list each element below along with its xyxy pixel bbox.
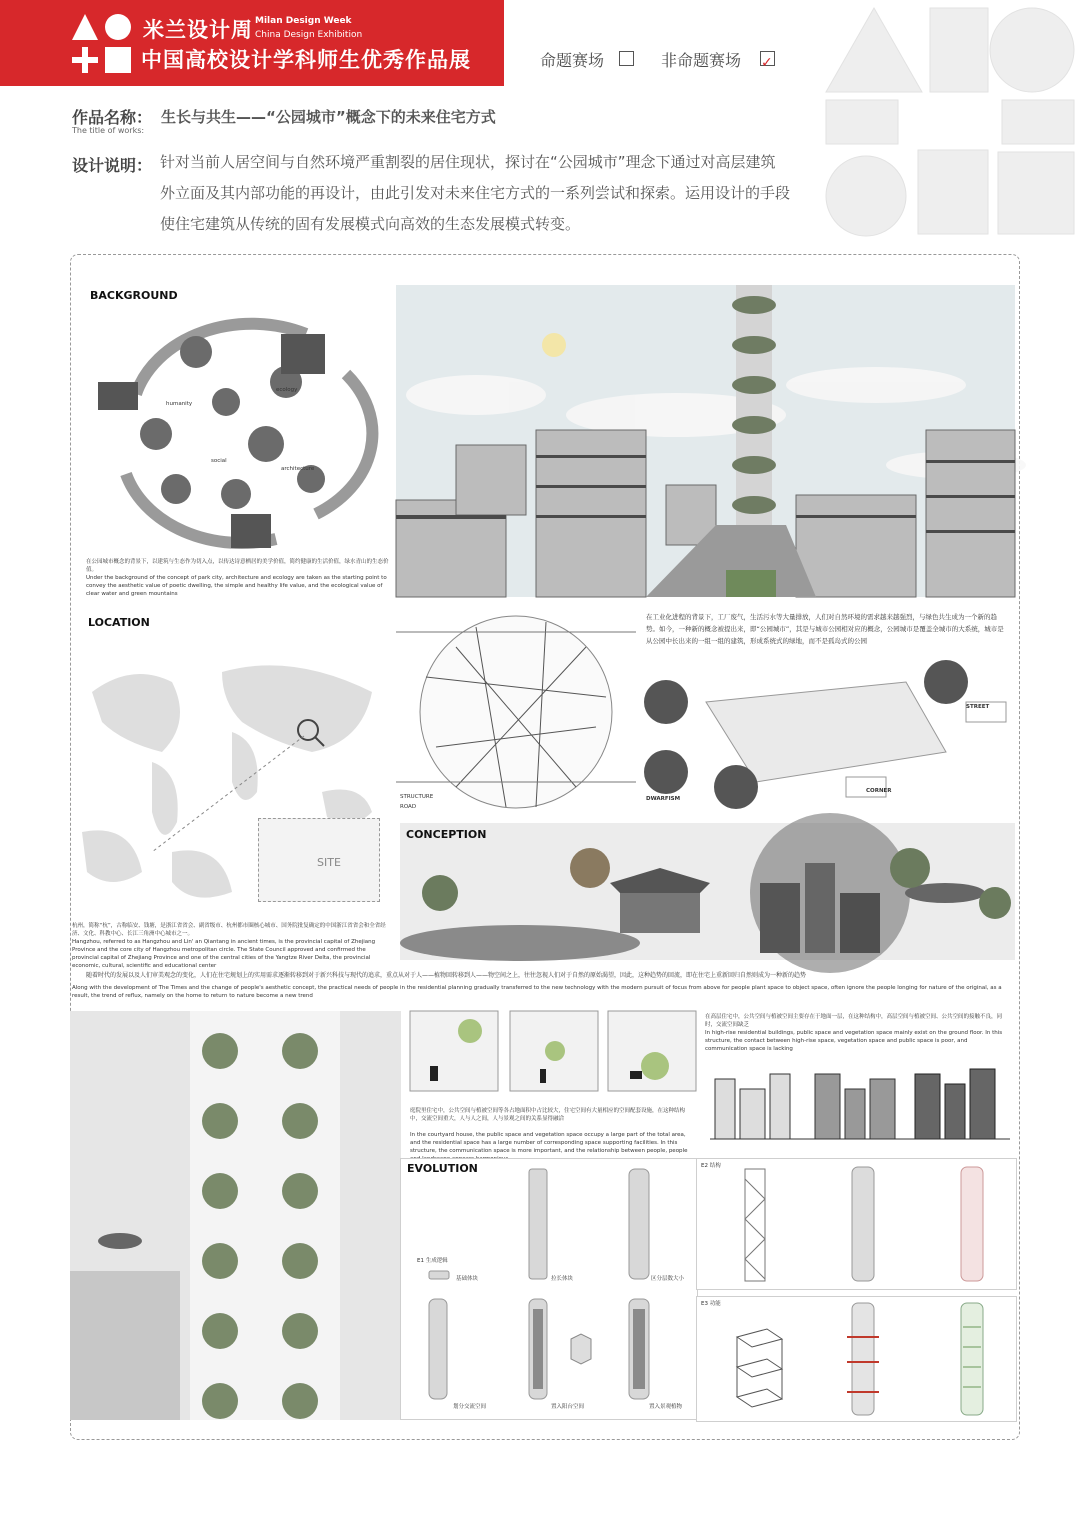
- location-title: LOCATION: [88, 616, 150, 629]
- step-2: 拉长体块: [551, 1276, 574, 1282]
- site-analysis-panel: [396, 607, 1015, 820]
- e2-label: E2 结构: [701, 1163, 721, 1169]
- location-text-en: Hangzhou, referred to as Hangzhou and Lin' an Qiantang in ancient times, is the provincial capital of Zhejiang Province and the core city of Hangzhou metropolitan circle. The State Council approved and confirmed the provincial capital of Zhejiang Province and one of the central cities of the Yangtze River Delta, the provincial economic, cultural, scientific and educational center: [72, 939, 376, 969]
- step-1: 基础体块: [456, 1276, 479, 1282]
- step-5: 置入阳台空间: [551, 1404, 585, 1410]
- description-text: [160, 147, 820, 240]
- title-label: 作品名称：: [72, 108, 153, 127]
- background-text-cn: 在公园城市概念的背景下，以建筑与生态作为切入点，以传达诗意栖居的美学价值，简约健康的生活价值，绿水青山的生态价值。: [86, 559, 389, 573]
- conception-collage: [400, 823, 1015, 960]
- category-2-label: 非命题赛场: [661, 51, 742, 70]
- site-road-map: [396, 607, 636, 820]
- highrise-sketches: [710, 1069, 1010, 1144]
- description-line: 使住宅建筑从传统的固有发展模式向高效的生态发展模式转变。: [160, 215, 581, 233]
- brand-name-en: Milan Design Week: [255, 16, 352, 26]
- conception-text-en: Along with the development of The Times and the change of people's aesthetic concept, the practical needs of people in the residential planning gradually transferred to the new technology with the modern pursuit of focus from above for people plant space to object space, often ignore the people longing for nature of the original, as a result, the trend of reflux, namely on the home to return to nature become a new trend: [72, 985, 1002, 999]
- label-social: social: [211, 458, 227, 464]
- step-6: 置入景观植物: [649, 1404, 683, 1410]
- background-text-en: Under the background of the concept of park city, architecture and ecology are taken as the starting point to convey the aesthetic value of poetic dwelling, the simple and healthy life value, and the ecological value of clear water and green mountains: [86, 575, 387, 597]
- location-panel: [72, 612, 392, 970]
- step-4: 划分交流空间: [453, 1404, 487, 1410]
- work-title: 生长与共生——“公园城市”概念下的未来住宅方式: [161, 108, 496, 126]
- e3-function-panel: [696, 1296, 1017, 1422]
- evolution-panel: [400, 1158, 698, 1420]
- location-text-cn: 杭州，简称“杭”，古称临安、钱塘，是浙江省省会、副省级市、杭州都市圈核心城市、国务院批复确定的中国浙江省省会和全省经济、文化、科教中心、长江三角洲中心城市之一。: [72, 923, 386, 937]
- space-comparison-panel: [405, 1011, 1015, 1156]
- e2-diagrams: [697, 1159, 1016, 1289]
- label-humanity: humanity: [166, 401, 193, 407]
- e2-structure-panel: [696, 1158, 1017, 1290]
- brand-subtitle-en: China Design Exhibition: [255, 30, 363, 40]
- step-3: 区分层数大小: [651, 1276, 685, 1282]
- category-1-label: 命题赛场: [540, 51, 605, 70]
- label-architecture: architecture: [281, 466, 315, 472]
- site-label: SITE: [317, 856, 341, 869]
- e3-diagrams: [697, 1297, 1016, 1421]
- courtyard-text: 庭院里住宅中，公共空间与植被空间等各占地面积中占比较大，住宅空间有大量相应的空间配套设施，在这种结构中，交流空间重大，人与人之间，人与景观之间的关系显得融洽: [410, 1108, 686, 1122]
- background-title: BACKGROUND: [90, 289, 178, 302]
- conception-text-cn: 随着时代的发展以及人们审美观念的变化，人们在住宅规划上的实用需求逐渐转移到对于新兴科技与现代的追求，重点从对于人——植物回转移到人——物空间之上，往往忽视人们对于自然的原始渴望，因此，这种趋势的回流，即在住宅上重新回归自然则成为一种新的趋势: [86, 972, 807, 979]
- title-label-en: The title of works:: [72, 126, 145, 135]
- label-street: STREET: [966, 704, 990, 710]
- label-dwarfism: DWARFISM: [646, 796, 681, 802]
- background-cycle-diagram: [76, 304, 394, 574]
- label-road: ROAD: [400, 804, 417, 810]
- conception-panel: [400, 823, 1015, 960]
- evolution-diagrams: [401, 1159, 697, 1419]
- site-inset: [258, 818, 380, 902]
- exhibition-title: 中国高校设计学科师生优秀作品展: [141, 48, 471, 72]
- category-2-checkbox[interactable]: [760, 51, 775, 71]
- highrise-text-en: In high-rise residential buildings, public space and vegetation space mainly exist on the ground floor. In this structure, the contact between high-rise space, vegetation space and public space is poor, and communication space is lacking: [705, 1030, 1003, 1052]
- description-label: 设计说明：: [72, 156, 153, 175]
- street-analysis-diagram: [646, 662, 1006, 812]
- watermark-logo: [818, 0, 1080, 240]
- conception-title: CONCEPTION: [406, 828, 487, 841]
- label-structure: STRUCTURE: [400, 794, 434, 800]
- category-1-checkbox[interactable]: [619, 51, 634, 66]
- milan-design-week-logo: [72, 14, 132, 74]
- evolution-title: EVOLUTION: [407, 1162, 478, 1175]
- hero-rendering: [396, 285, 1015, 597]
- background-panel: [76, 280, 394, 606]
- label-ecology: ecology: [276, 387, 298, 393]
- courtyard-text-en: In the courtyard house, the public space and vegetation space occupy a large part of the total area, and the residential space has a large number of corresponding space supporting facilities. In this structure, the communication space is more important, and the relationship between people, people: [410, 1132, 688, 1154]
- label-corner: CORNER: [866, 788, 892, 794]
- brand-name-cn: 米兰设计周: [143, 18, 253, 42]
- e1-label: E1 生成逻辑: [417, 1258, 448, 1264]
- description-line: 外立面及其内部功能的再设计，由此引发对未来住宅方式的一系列尝试和探索。运用设计的手段: [160, 184, 791, 202]
- highrise-text: 在高层住宅中，公共空间与植被空间主要存在于地面一层，在这种结构中，高层空间与植被空间、公共空间的接触不良，同时，交流空间缺乏: [705, 1014, 1003, 1028]
- description-line: 针对当前人居空间与自然环境严重割裂的居住现状，探讨在“公园城市”理念下通过对高层建筑: [160, 153, 776, 171]
- check-icon: ✓: [761, 55, 773, 71]
- tower-closeup-rendering: [70, 1011, 401, 1420]
- courtyard-sketches: [410, 1011, 700, 1096]
- site-text: 在工业化进程的背景下，工厂废气，生活污水等大量排放，人们对自然环境的需求越来越强烈，与绿色共生成为一个新的趋势。如今，一种新的概念被提出来，即“公园城市”，其是与城市公园相对应的概念，公园城市是覆盖全城市的大系统，城市是从公园中长出来的一组一组的建筑，形成系统式的绿地，而不是孤岛式的公园: [646, 613, 1004, 645]
- e3-label: E3 功能: [701, 1301, 721, 1307]
